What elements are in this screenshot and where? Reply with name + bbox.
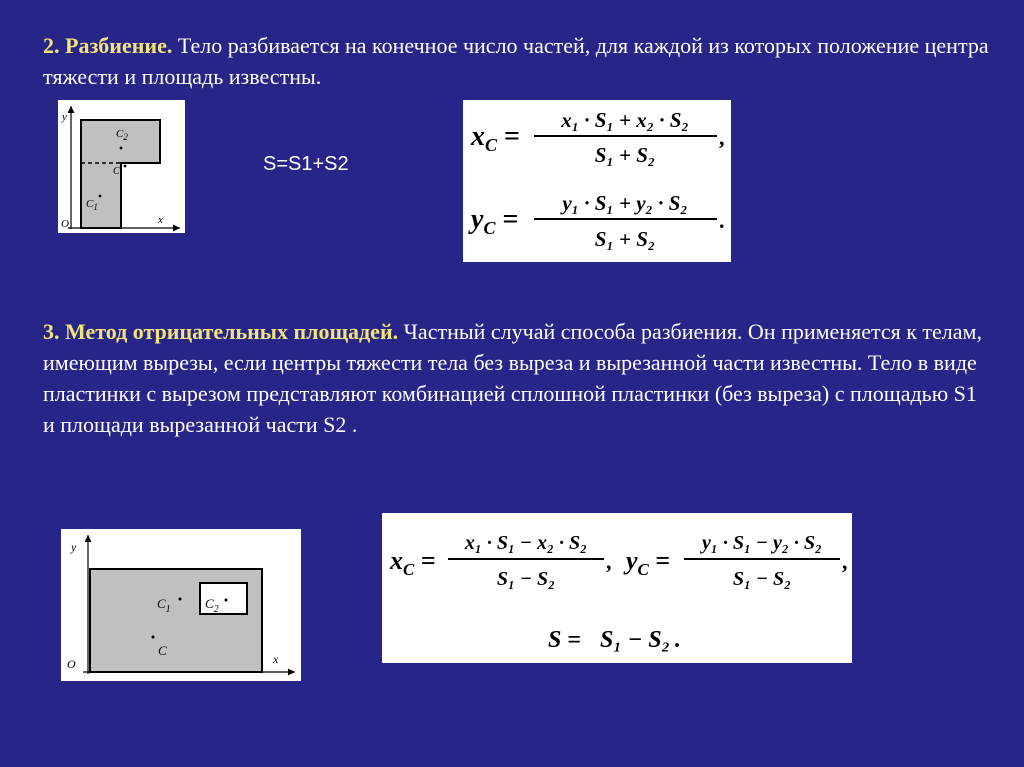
centroid-formula-partition	[463, 100, 731, 262]
xc-denominator: S₁ + S₂	[594, 143, 656, 167]
yc-denominator: S₁ − S₂	[732, 568, 792, 590]
c1-label: $C_1$	[86, 198, 98, 212]
yc-lhs: $y_C$ =	[626, 546, 671, 579]
xc-numerator: x₁ · S₁ − x₂ · S₂	[464, 532, 588, 554]
c-label: C	[113, 166, 120, 177]
yc-numerator: y₁ · S₁ − y₂ · S₂	[701, 532, 823, 554]
xc-lhs: $x_C$ =	[390, 546, 436, 579]
s-lhs: S =	[548, 627, 582, 653]
c2-point	[225, 599, 228, 602]
s-tail: .	[674, 627, 680, 653]
origin-label: O	[67, 657, 76, 671]
y-axis-label: y	[62, 111, 67, 123]
c2-point	[120, 147, 123, 150]
yc-denominator: S₁ + S₂	[594, 227, 656, 251]
yc-numerator: y₁ · S₁ + y₂ · S₂	[562, 191, 688, 215]
origin-label: O	[61, 218, 69, 230]
xc-tail: ,	[606, 549, 612, 574]
section-3-paragraph	[43, 316, 983, 440]
c1-point	[179, 598, 182, 601]
c2-label: $C_2$	[205, 596, 219, 615]
c1-point	[99, 195, 102, 198]
section-3-text: Частный случай способа разбиения. Он применяется к телам, имеющим вырезы, если центры тяжести тела без выреза и вырезанной части известны. Тело в виде пластинки с вырезом представляют комбинацией сплошной пластинки (без выреза) с площадью S1 и площади вырезанной части S2 .	[43, 319, 982, 437]
section-2-text: Тело разбивается на конечное число частей, для каждой из которых положение центра тяжести и площадь известны.	[43, 33, 989, 89]
s-rhs: S₁ − S₂	[600, 627, 670, 653]
x-axis-label: x	[273, 652, 279, 666]
yc-lhs: $y_C$ =	[471, 204, 519, 238]
x-axis-label: x	[158, 214, 163, 226]
xc-lhs: $x_C$ =	[471, 121, 520, 155]
figure-plate-with-cutout	[61, 529, 301, 681]
section-2-paragraph	[43, 30, 993, 92]
c-point	[124, 165, 127, 168]
centroid-formula-negative-area	[382, 513, 852, 663]
c1-label: $C_1$	[157, 596, 171, 615]
c-point	[152, 636, 155, 639]
yc-tail: .	[719, 208, 725, 233]
xc-numerator: x₁ · S₁ + x₂ · S₂	[561, 108, 689, 132]
xc-tail: ,	[719, 125, 725, 150]
area-sum-formula: S=S1+S2	[263, 153, 349, 175]
figure-l-shape	[58, 100, 185, 233]
y-axis-label: y	[71, 540, 77, 554]
section-2-heading: 2. Разбиение.	[43, 33, 173, 58]
xc-denominator: S₁ − S₂	[496, 568, 556, 590]
c-label: C	[158, 643, 167, 658]
yc-tail: ,	[842, 549, 848, 574]
c2-label: $C_2$	[116, 128, 128, 142]
section-3-heading: 3. Метод отрицательных площадей.	[43, 319, 399, 344]
